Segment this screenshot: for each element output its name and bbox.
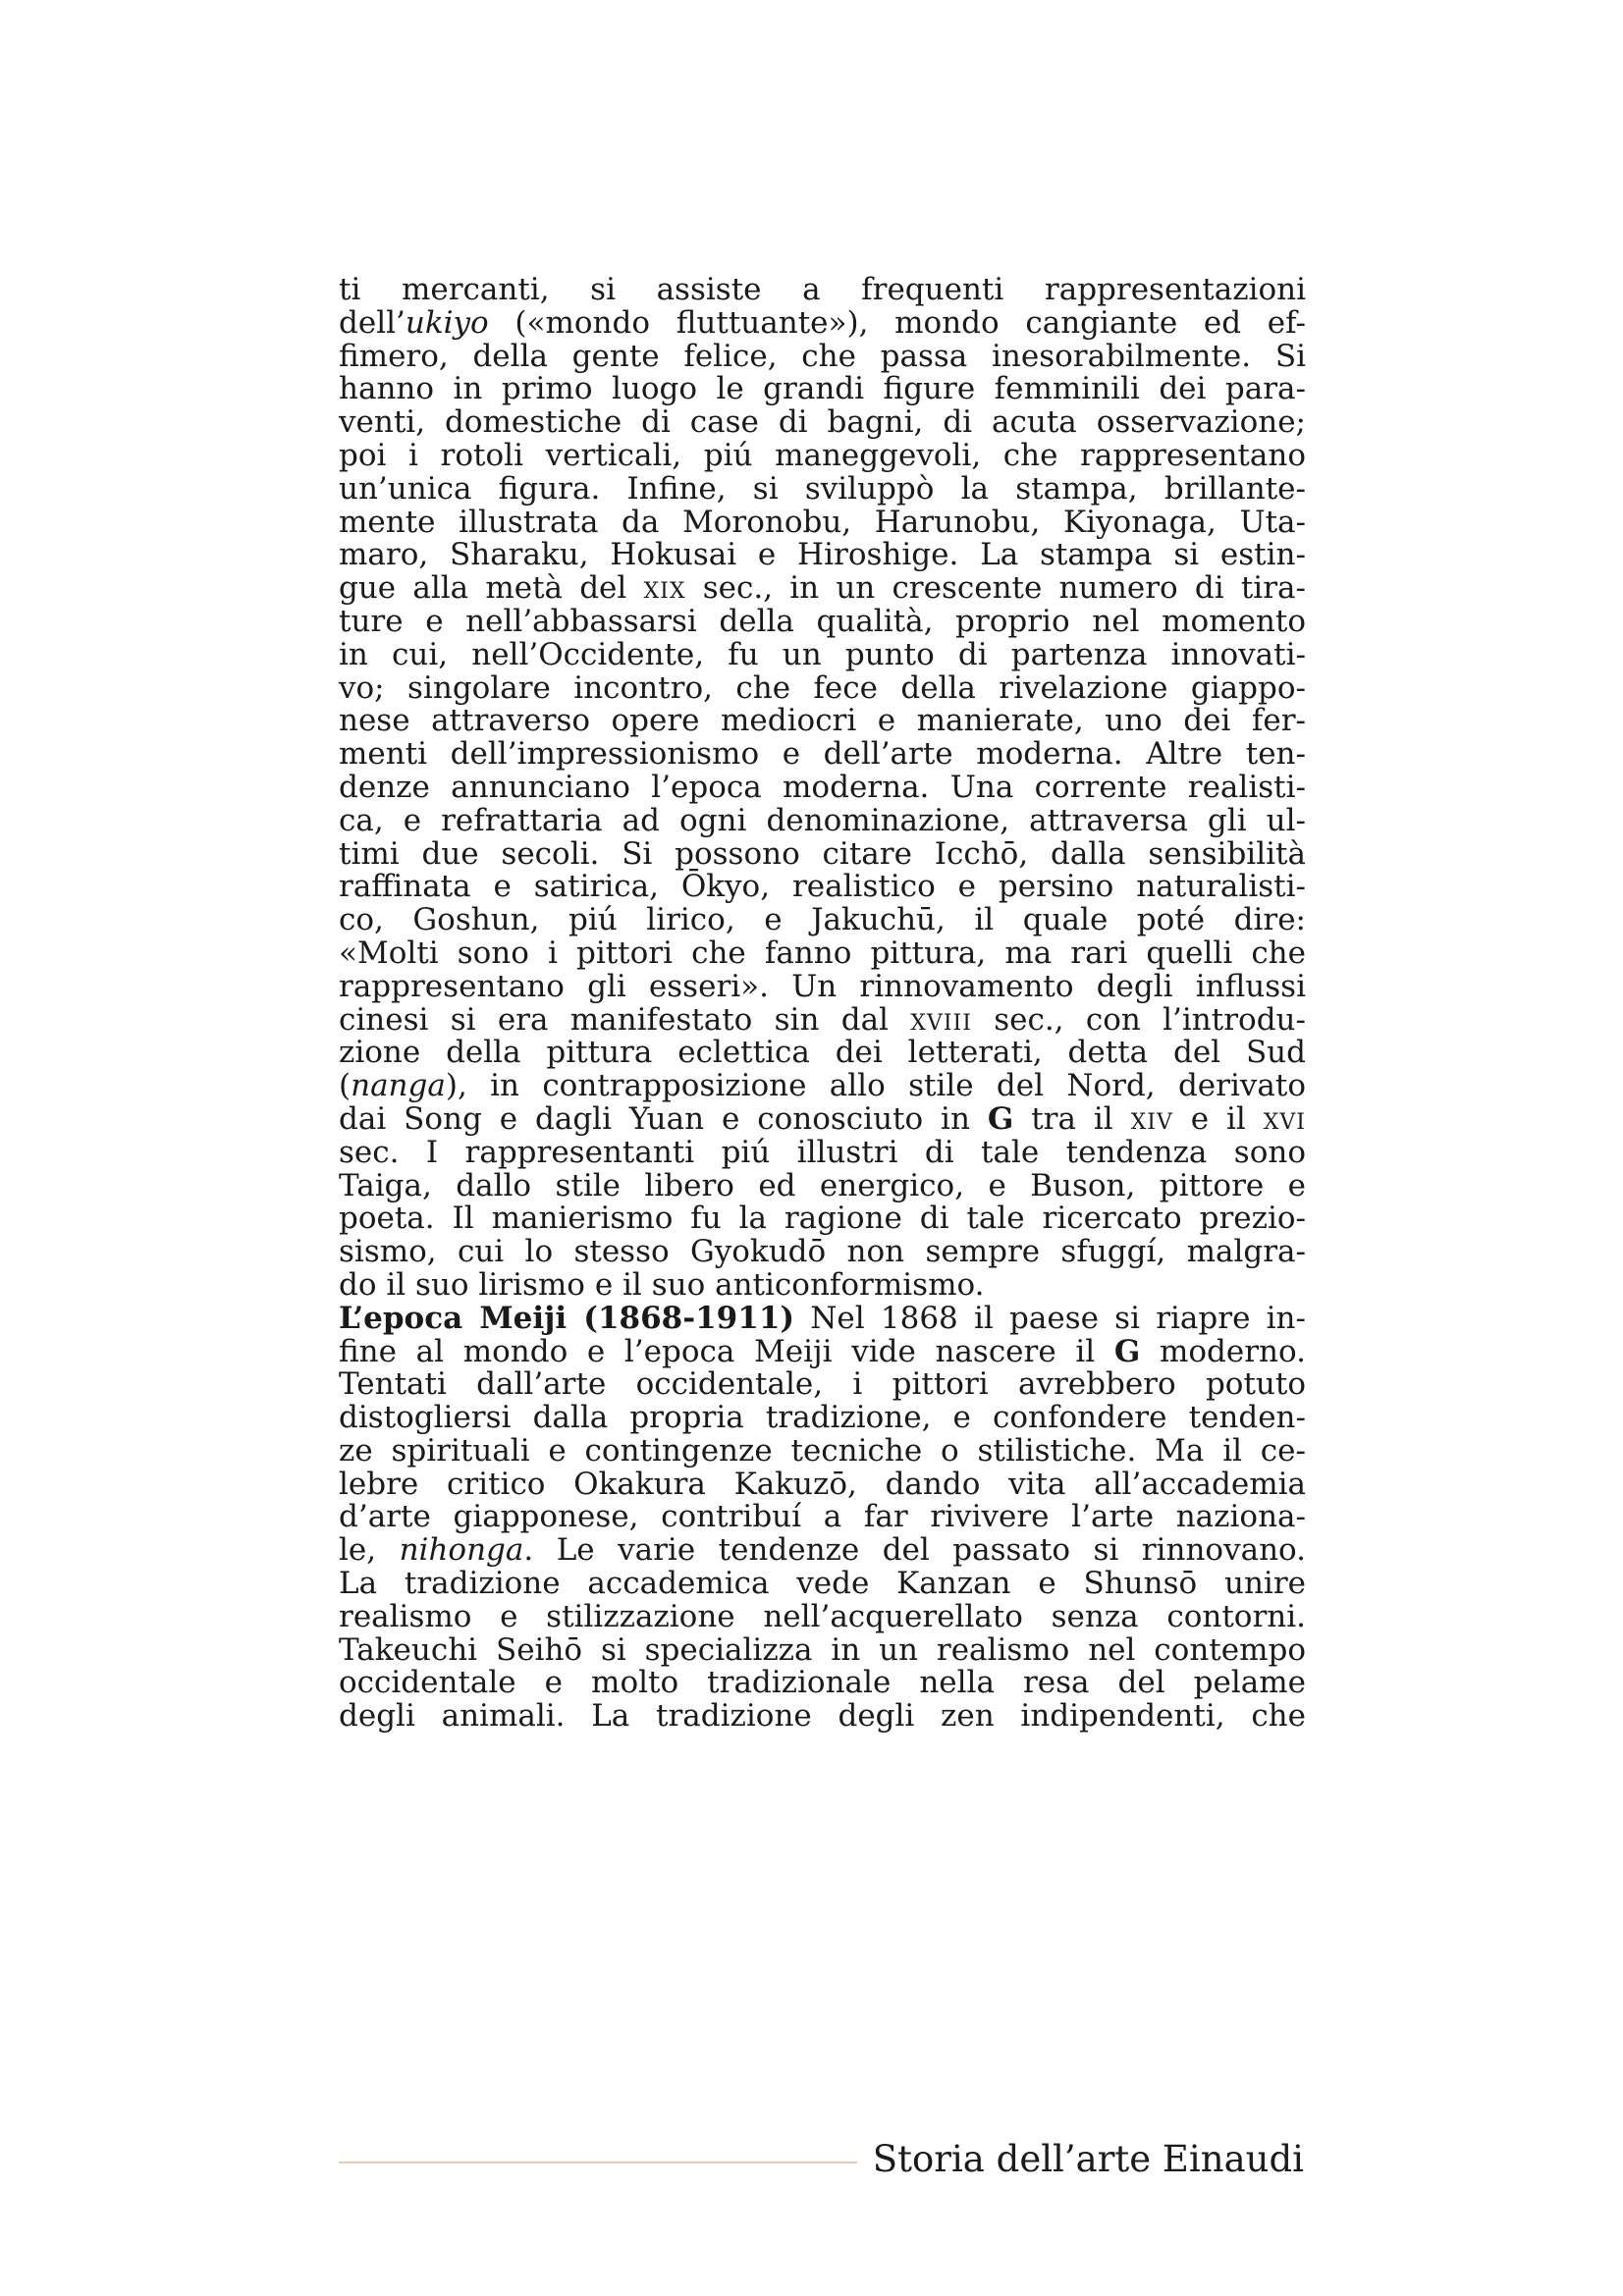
text-line (339, 274, 1306, 307)
text-segment: venti, domestiche di case di bagni, di acuta osservazione; (339, 404, 1306, 441)
text-line (339, 338, 1306, 374)
text-segment: occidentale e molto tradizionale nella resa del pelame (339, 1665, 1306, 1701)
text-segment: Taiga, dallo stile libero ed energico, e Buson, pittore e (339, 1167, 1306, 1203)
text-segment: degli animali. La tradizione degli zen indipendenti, che (339, 1698, 1306, 1735)
roman-numeral: xiv (1130, 1100, 1173, 1137)
text-line (339, 934, 1306, 971)
text-line (339, 1468, 1306, 1502)
text-line (339, 769, 1306, 805)
text-segment: raffinata e satirica, Ōkyo, realistico e persino naturalisti- (339, 869, 1306, 905)
text-line (339, 1333, 1306, 1369)
text-segment: nese attraverso opere mediocri e manierate, uno dei fer- (339, 703, 1306, 739)
text-line (339, 1568, 1306, 1601)
text-segment: ), in contrapposizione allo stile del Nord, derivato (445, 1068, 1306, 1104)
text-segment: le, (339, 1532, 400, 1569)
text-segment: in cui, nell’Occidente, fu un punto di partenza innovati- (339, 636, 1306, 672)
text-line (339, 406, 1306, 440)
footer-title: Storia dell’arte Einaudi (872, 2138, 1304, 2180)
text-segment: zione della pittura eclettica dei letterati, detta del Sud (339, 1035, 1306, 1071)
text-segment: dell’ (339, 304, 406, 341)
text-segment: distogliersi dalla propria tradizione, e confondere tenden- (339, 1400, 1306, 1436)
text-line (339, 373, 1306, 406)
text-line (339, 504, 1306, 540)
text-segment: d’arte giapponese, contribuí a far rivivere l’arte naziona- (339, 1499, 1306, 1535)
text-segment: denze annunciano l’epoca moderna. Una corrente realisti- (339, 769, 1306, 805)
text-segment: rappresentano gli esseri». Un rinnovamento degli influssi (339, 968, 1306, 1004)
text-line (339, 669, 1306, 706)
text-segment: moderno. (1140, 1333, 1306, 1369)
text-line (339, 1598, 1306, 1634)
text-line (339, 1534, 1306, 1568)
text-segment: gue alla metà del (339, 570, 644, 607)
text-line (339, 1236, 1306, 1269)
text-segment: «Molti sono i pittori che fanno pittura, ma rari quelli che (339, 934, 1306, 971)
text-line (339, 636, 1306, 672)
text-segment: . Le varie tendenze del passato si rinnovano. (523, 1532, 1307, 1569)
text-line (339, 603, 1306, 639)
text-line (339, 1134, 1306, 1170)
text-segment: sec., in un crescente numero di tira- (685, 570, 1306, 607)
text-segment: un’unica figura. Infine, si sviluppò la stampa, brillante- (339, 470, 1306, 507)
text-line (339, 835, 1306, 872)
text-segment: fimero, della gente felice, che passa inesorabilmente. Si (339, 338, 1306, 374)
text-line (339, 1667, 1306, 1700)
text-line (339, 1501, 1306, 1534)
text-segment: cinesi si era manifestato sin dal (339, 1001, 911, 1038)
body-text (339, 274, 1306, 1734)
text-line (339, 1100, 1306, 1137)
text-line (339, 572, 1306, 606)
text-line (339, 871, 1306, 904)
text-segment: Nel 1868 il paese si riapre in- (794, 1300, 1306, 1336)
text-line (339, 1202, 1306, 1236)
bold-term: G (1113, 1333, 1141, 1369)
text-segment: timi due secoli. Si possono citare Icchō, dalla sensibilità (339, 835, 1306, 872)
italic-term: nihonga (399, 1532, 524, 1569)
text-segment: poi i rotoli verticali, piú maneggevoli, che rappresentano (339, 437, 1306, 473)
text-line (339, 304, 1306, 341)
text-segment: («mondo fluttuante»), mondo cangiante ed ef- (488, 304, 1306, 341)
text-segment: hanno in primo luogo le grandi figure femminili dei para- (339, 371, 1306, 407)
text-segment: ca, e refrattaria ad ogni denominazione, attraversa gli ul- (339, 802, 1306, 838)
text-segment: tra il (1013, 1100, 1131, 1137)
text-segment: fine al mondo e l’epoca Meiji vide nascere il (339, 1333, 1114, 1369)
text-line (339, 1432, 1306, 1468)
italic-term: ukiyo (405, 304, 489, 341)
text-segment: Takeuchi Seihō si specializza in un realismo nel contempo (339, 1631, 1306, 1668)
text-segment: ( (339, 1068, 352, 1104)
text-line (339, 968, 1306, 1004)
text-line (339, 1402, 1306, 1435)
text-line (339, 1700, 1306, 1734)
bold-term: G (987, 1100, 1014, 1137)
text-segment: do il suo lirismo e il suo anticonformismo. (339, 1266, 985, 1303)
text-segment: maro, Sharaku, Hokusai e Hiroshige. La stampa si estin- (339, 537, 1306, 573)
text-segment: lebre critico Okakura Kakuzō, dando vita all’accademia (339, 1466, 1306, 1502)
text-line (339, 1368, 1306, 1402)
text-line (339, 437, 1306, 473)
text-segment: sismo, cui lo stesso Gyokudō non sempre sfuggí, malgra- (339, 1234, 1306, 1270)
text-line (339, 470, 1306, 507)
text-segment: Tentati dall’arte occidentale, i pittori avrebbero potuto (339, 1366, 1306, 1403)
text-segment: co, Goshun, piú lirico, e Jakuchū, il quale poté dire: (339, 902, 1306, 938)
italic-term: nanga (351, 1068, 446, 1104)
text-line (339, 705, 1306, 738)
text-segment: La tradizione accademica vede Kanzan e Shunsō unire (339, 1566, 1306, 1602)
text-segment: poeta. Il manierismo fu la ragione di tale ricercato prezio- (339, 1201, 1306, 1237)
text-line (339, 802, 1306, 838)
text-line (339, 738, 1306, 772)
text-segment: ze spirituali e contingenze tecniche o stilistiche. Ma il ce- (339, 1432, 1306, 1468)
text-segment: sec., con l’introdu- (971, 1001, 1306, 1038)
text-line (339, 904, 1306, 937)
text-segment: sec. I rappresentanti piú illustri di tale tendenza sono (339, 1134, 1306, 1170)
text-line (339, 1631, 1306, 1668)
roman-numeral: xix (643, 570, 686, 607)
text-segment: vo; singolare incontro, che fece della rivelazione giappo- (339, 669, 1306, 706)
text-line (339, 1266, 1306, 1303)
text-line (339, 1001, 1306, 1038)
text-line (339, 1070, 1306, 1103)
text-segment: e il (1172, 1100, 1264, 1137)
text-line (339, 1037, 1306, 1070)
text-line (339, 1300, 1306, 1336)
text-segment: menti dell’impressionismo e dell’arte moderna. Altre ten- (339, 736, 1306, 773)
text-line (339, 539, 1306, 572)
text-segment: realismo e stilizzazione nell’acquerellato senza contorni. (339, 1598, 1306, 1634)
text-line (339, 1167, 1306, 1203)
roman-numeral: xvi (1263, 1100, 1306, 1137)
text-segment: ti mercanti, si assiste a frequenti rappresentazioni (339, 272, 1306, 307)
text-segment: mente illustrata da Moronobu, Harunobu, Kiyonaga, Uta- (339, 504, 1306, 540)
text-segment: ture e nell’abbassarsi della qualità, proprio nel momento (339, 603, 1306, 639)
text-segment: dai Song e dagli Yuan e conosciuto in (339, 1100, 988, 1137)
roman-numeral: xviii (910, 1001, 972, 1038)
footer-rule (339, 2162, 857, 2163)
bold-term: L’epoca Meiji (1868-1911) (339, 1300, 795, 1336)
